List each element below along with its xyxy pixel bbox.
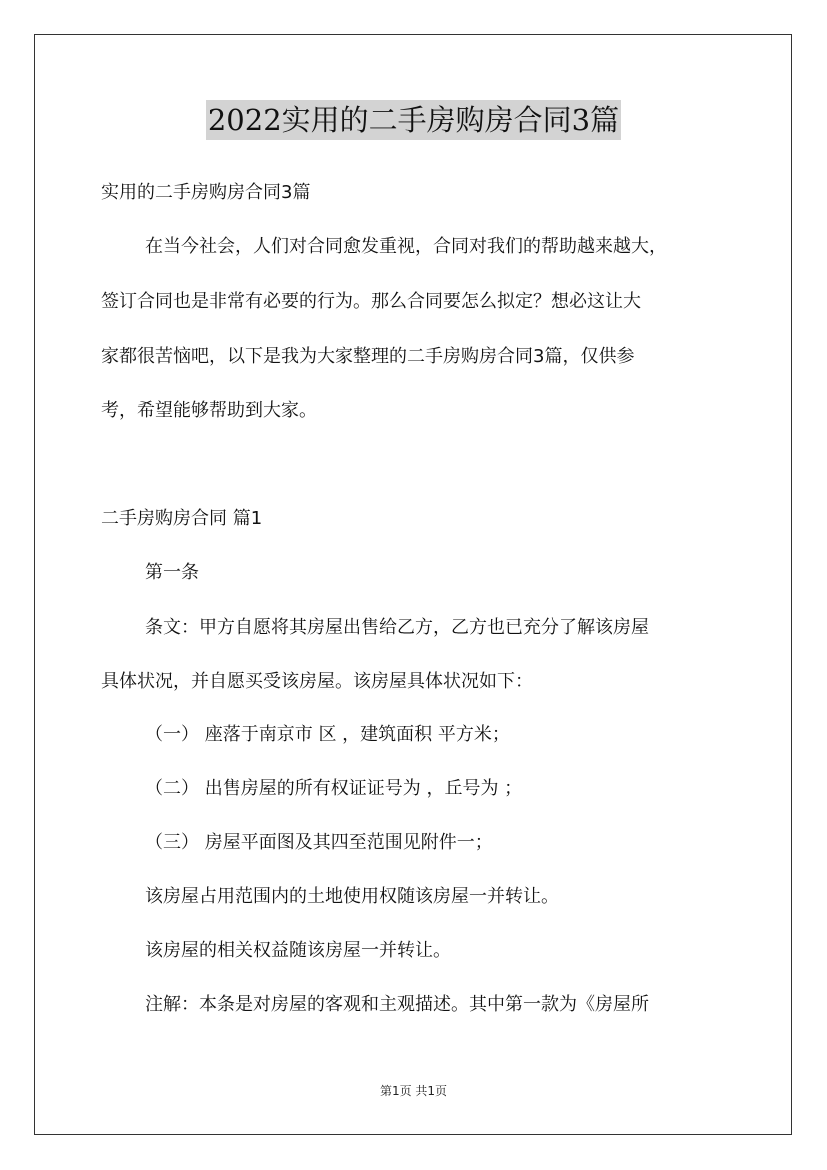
body-line-2: 具体状况，并自愿买受该房屋。该房屋具体状况如下：: [101, 671, 533, 692]
intro-line-1: 在当今社会，人们对合同愈发重视，合同对我们的帮助越来越大，: [145, 236, 667, 257]
body-line-4: （二） 出售房屋的所有权证证号为 ，丘号为 ；: [145, 778, 523, 799]
page-footer: 第1页 共1页: [379, 1084, 448, 1098]
intro-line-2: 签订合同也是非常有必要的行为。那么合同要怎么拟定？想必这让大: [101, 291, 641, 312]
document-subtitle: 实用的二手房购房合同3篇: [101, 182, 311, 203]
section-heading: 二手房购房合同 篇1: [101, 508, 263, 529]
body-line-8: 注解：本条是对房屋的客观和主观描述。其中第一款为《房屋所: [145, 994, 649, 1015]
title-container: [0, 100, 827, 140]
document-title: 2022实用的二手房购房合同3篇: [206, 100, 621, 140]
body-line-7: 该房屋的相关权益随该房屋一并转让。: [145, 940, 451, 961]
intro-line-3: 家都很苦恼吧，以下是我为大家整理的二手房购房合同3篇，仅供参: [101, 346, 635, 367]
body-line-6: 该房屋占用范围内的土地使用权随该房屋一并转让。: [145, 886, 559, 907]
body-line-5: （三） 房屋平面图及其四至范围见附件一；: [145, 832, 493, 853]
intro-line-4: 考，希望能够帮助到大家。: [101, 400, 317, 421]
body-line-3: （一） 座落于南京市 区 ，建筑面积 平方米；: [145, 724, 510, 745]
article-number: 第一条: [145, 562, 199, 583]
body-line-1: 条文：甲方自愿将其房屋出售给乙方，乙方也已充分了解该房屋: [145, 617, 649, 638]
